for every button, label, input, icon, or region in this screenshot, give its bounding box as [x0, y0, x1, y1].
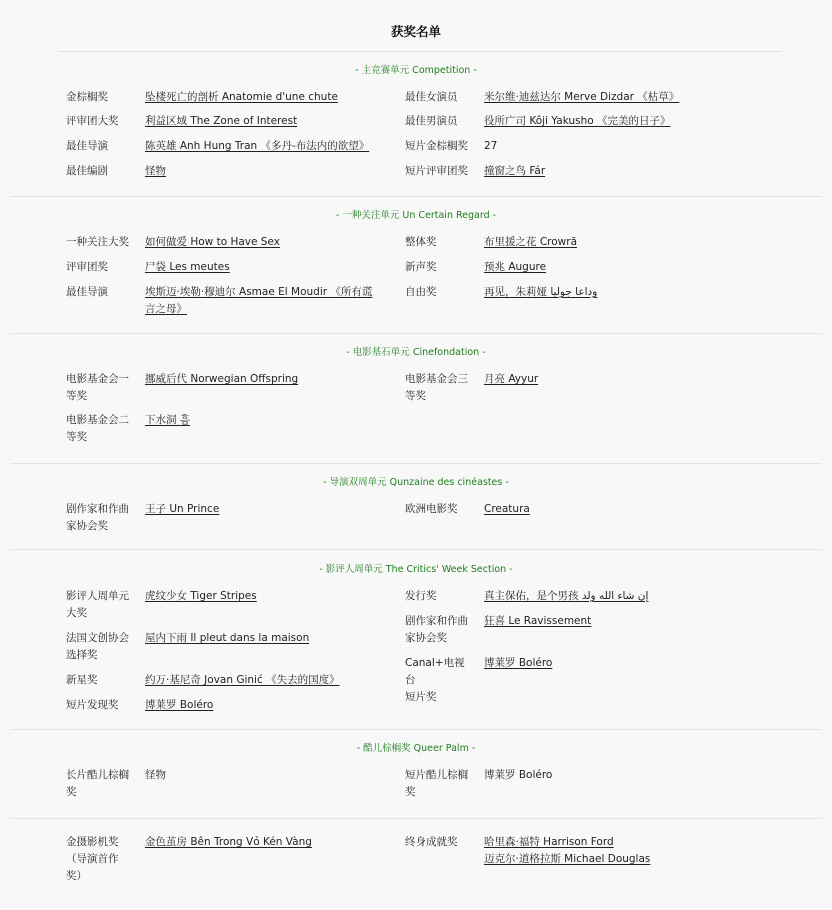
award-winner: [145, 412, 190, 429]
award-winner: [145, 588, 257, 605]
winner-link[interactable]: 哈里森·福特 Harrison Ford: [484, 836, 614, 848]
award-label: 电影基金会三 等奖: [405, 373, 468, 402]
divider: [10, 729, 822, 730]
winner-link[interactable]: [484, 286, 597, 298]
divider: [10, 463, 822, 464]
award-label: Canal+电视台 短片奖: [405, 657, 465, 703]
winner-link[interactable]: 虎纹少女 Tiger Stripes: [145, 590, 257, 602]
winner-title-cn: 真主保佑，是个男孩: [484, 590, 582, 602]
award-winner: [145, 163, 166, 180]
award-label: 发行奖: [405, 590, 437, 602]
award-winner: [484, 259, 546, 276]
award-label: 金摄影机奖 （导演首作 奖）: [66, 836, 119, 882]
award-winner: [484, 163, 545, 180]
section-title-quinzaine: - 导演双周单元 Qunzaine des cinéastes -: [323, 477, 509, 488]
award-label: 终身成就奖: [405, 836, 458, 848]
award-winner: [145, 834, 312, 851]
award-label: 最佳男演员: [405, 115, 458, 127]
award-label: 长片酷儿棕榈 奖: [66, 769, 129, 798]
award-label: 评审团奖: [66, 261, 108, 273]
award-label: 最佳女演员: [405, 91, 458, 103]
winner-text: 博莱罗 Boléro: [484, 769, 553, 781]
award-label: 最佳编剧: [66, 165, 108, 177]
section-title-cinefondation: - 电影基石单元 Cinefondation -: [346, 347, 486, 358]
winner-link[interactable]: 尸袋 Les meutes: [145, 261, 230, 273]
divider: [58, 51, 782, 52]
section-title-un-certain-regard: - 一种关注单元 Un Certain Regard -: [335, 210, 497, 221]
award-winner: [484, 613, 591, 630]
award-label: 剧作家和作曲 家协会奖: [66, 503, 129, 532]
award-winner: [484, 284, 597, 301]
award-winner: [145, 371, 298, 388]
award-winner: [484, 655, 552, 672]
winner-link[interactable]: 屋内下雨 Il pleut dans la maison: [145, 632, 310, 644]
award-winner: [145, 89, 338, 106]
award-label: 短片酷儿棕榈 奖: [405, 769, 468, 798]
winner-text: 怪物: [145, 769, 166, 781]
award-winner: [145, 501, 219, 518]
winner-title-ar: وداعا جوليا: [550, 286, 598, 298]
winner-link[interactable]: 狂喜 Le Ravissement: [484, 615, 592, 627]
winner-title-cn: 再见，朱莉娅: [484, 286, 551, 298]
winner-link[interactable]: 怪物: [145, 165, 166, 177]
page-title: 获奖名单: [390, 24, 441, 39]
award-winner: [145, 672, 340, 689]
winner-link[interactable]: 布里援之花 Crowrã: [484, 236, 578, 248]
winner-link[interactable]: 役所广司 Kôji Yakusho 《完美的日子》: [484, 115, 671, 127]
award-winner: [145, 138, 369, 155]
section-title-critics-week: - 影评人周单元 The Critics' Week Section -: [319, 564, 513, 575]
award-winner: [484, 371, 538, 388]
award-label: 欧洲电影奖: [405, 503, 458, 515]
award-label: 短片发现奖: [66, 699, 119, 711]
award-label: 电影基金会二 等奖: [66, 414, 129, 443]
winner-link[interactable]: 坠楼死亡的剖析 Anatomie d'une chute: [145, 91, 338, 103]
winner-link[interactable]: 博莱罗 Boléro: [484, 657, 553, 669]
award-label: 新声奖: [405, 261, 437, 273]
winner-link[interactable]: 米尔维·迪兹达尔 Merve Dizdar 《枯草》: [484, 91, 680, 103]
award-label: 评审团大奖: [66, 115, 119, 127]
winner-link[interactable]: 下水洞 흠: [145, 414, 190, 426]
section-title-queer-palm: - 酷儿棕榈奖 Queer Palm -: [356, 743, 476, 754]
winner-title-ar: إن شاء الله ولد: [581, 590, 649, 602]
award-label: 整体奖: [405, 236, 437, 248]
award-winner: [484, 138, 497, 155]
divider: [10, 549, 822, 550]
award-label: 剧作家和作曲 家协会奖: [405, 615, 468, 644]
award-winner: [484, 767, 552, 784]
divider: [10, 818, 822, 819]
section-title-competition: - 主竞赛单元 Competition -: [355, 65, 477, 76]
award-winner: [145, 113, 297, 130]
award-label: 新星奖: [66, 674, 98, 686]
award-winner: [484, 89, 679, 106]
award-label: 法国文创协会 选择奖: [66, 632, 129, 661]
winner-link[interactable]: 约万·基尼奇 Jovan Ginić 《失去的国度》: [145, 674, 340, 686]
award-label: 电影基金会一 等奖: [66, 373, 129, 402]
award-label: 最佳导演: [66, 286, 108, 298]
winner-link[interactable]: 王子 Un Prince: [145, 503, 220, 515]
winner-text: 27: [484, 140, 498, 152]
award-winner: [484, 113, 671, 130]
winner-link[interactable]: 金色茧房 Bên Trong Vỏ Kén Vàng: [145, 836, 312, 848]
winner-link[interactable]: 预兆 Augure: [484, 261, 547, 273]
divider: [10, 333, 822, 334]
award-winner: [145, 284, 372, 318]
award-label: 影评人周单元 大奖: [66, 590, 129, 619]
award-winner: [484, 834, 650, 868]
winner-link[interactable]: 月亮 Ayyur: [484, 373, 539, 385]
award-label: 一种关注大奖: [66, 236, 129, 248]
winner-link[interactable]: 迈克尔·道格拉斯 Michael Douglas: [484, 853, 651, 865]
award-winner: [484, 588, 648, 605]
winner-link[interactable]: Creatura: [484, 503, 530, 515]
winner-link[interactable]: 挪威后代 Norwegian Offspring: [145, 373, 299, 385]
award-winner: [145, 259, 230, 276]
award-label: 最佳导演: [66, 140, 108, 152]
winner-link[interactable]: [484, 590, 648, 602]
award-winner: [484, 501, 530, 518]
award-winner: [145, 767, 166, 784]
winner-link[interactable]: 言之母》: [145, 303, 187, 315]
award-winner: [145, 697, 213, 714]
winner-link[interactable]: 陈英雄 Anh Hung Tran 《多丹-布法内的欲望》: [145, 140, 370, 152]
award-label: 金棕榈奖: [66, 91, 108, 103]
winner-link[interactable]: 如何做爱 How to Have Sex: [145, 236, 280, 248]
divider: [10, 196, 822, 197]
winner-link[interactable]: 埃斯迈·埃勒·穆迪尔 Asmae El Moudir 《所有谎: [145, 286, 373, 298]
winner-link[interactable]: 利益区域 The Zone of Interest: [145, 115, 298, 127]
award-label: 短片金棕榈奖: [405, 140, 468, 152]
award-winner: [145, 234, 280, 251]
winner-link[interactable]: 撞窗之鸟 Fár: [484, 165, 546, 177]
winner-link[interactable]: 博莱罗 Boléro: [145, 699, 214, 711]
award-label: 自由奖: [405, 286, 437, 298]
award-winner: [484, 234, 577, 251]
award-winner: [145, 630, 309, 647]
award-label: 短片评审团奖: [405, 165, 468, 177]
